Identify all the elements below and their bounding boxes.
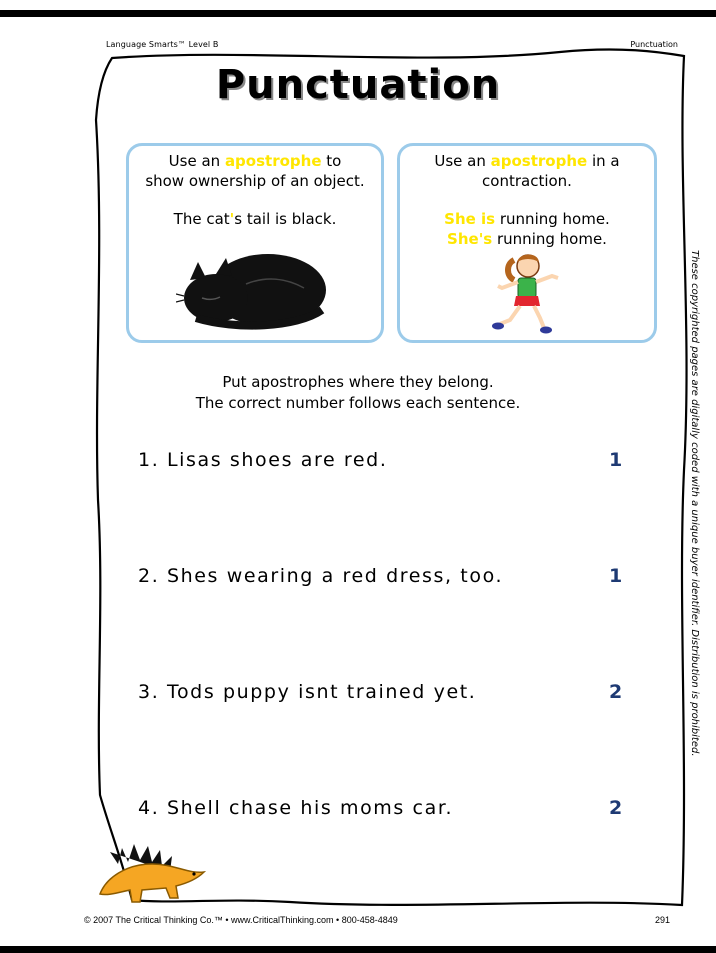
running-girl-icon xyxy=(492,250,566,334)
example-text: s tail is black. xyxy=(234,210,337,228)
instructions xyxy=(0,372,716,414)
exercise-sentence-1: 1. Lisas shoes are red. xyxy=(138,449,388,471)
keyword-apostrophe: apostrophe xyxy=(490,152,588,170)
ownership-example xyxy=(129,209,381,229)
example-text: running home. xyxy=(495,210,610,228)
rule-text: Use an xyxy=(434,152,491,170)
bottom-border-bar xyxy=(0,946,716,953)
instructions-line: The correct number follows each sentence. xyxy=(195,394,521,412)
contraction-rule-text xyxy=(400,151,654,191)
keyword-apostrophe: apostrophe xyxy=(224,152,322,170)
exercise-sentence-2: 2. Shes wearing a red dress, too. xyxy=(138,565,504,587)
ownership-rule-text xyxy=(129,151,381,191)
stegosaurus-icon xyxy=(96,842,208,906)
rule-text: Use an xyxy=(168,152,225,170)
rule-text: contraction. xyxy=(482,172,572,190)
example-highlight: She is xyxy=(444,210,496,228)
copyright-side-note: These copyrighted pages are digitally coded with a unique buyer identifier. Distribution is prohibited. xyxy=(689,250,700,757)
page-number: 291 xyxy=(655,915,671,925)
footer-copyright: © 2007 The Critical Thinking Co.™ • www.CriticalThinking.com • 800-458-4849 xyxy=(84,915,398,925)
apostrophe-count-1: 1 xyxy=(609,449,623,471)
apostrophe-count-4: 2 xyxy=(609,797,623,819)
sleeping-cat-icon xyxy=(176,240,328,330)
example-apostrophe-mark: ' xyxy=(229,210,235,228)
example-text: running home. xyxy=(492,230,607,248)
rule-text: to xyxy=(321,152,342,170)
example-highlight: She's xyxy=(447,230,493,248)
apostrophe-count-2: 1 xyxy=(609,565,623,587)
apostrophe-count-3: 2 xyxy=(609,681,623,703)
rule-text: show ownership of an object. xyxy=(145,172,365,190)
example-text: The cat xyxy=(173,210,230,228)
header-series-label: Language Smarts™ Level B xyxy=(106,40,219,49)
contraction-example xyxy=(400,209,654,249)
header-topic-label: Punctuation xyxy=(630,40,678,49)
rule-text: in a xyxy=(587,152,620,170)
exercise-sentence-3: 3. Tods puppy isnt trained yet. xyxy=(138,681,477,703)
page-title: Punctuation xyxy=(215,62,501,108)
exercise-sentence-4: 4. Shell chase his moms car. xyxy=(138,797,454,819)
instructions-line: Put apostrophes where they belong. xyxy=(222,373,494,391)
